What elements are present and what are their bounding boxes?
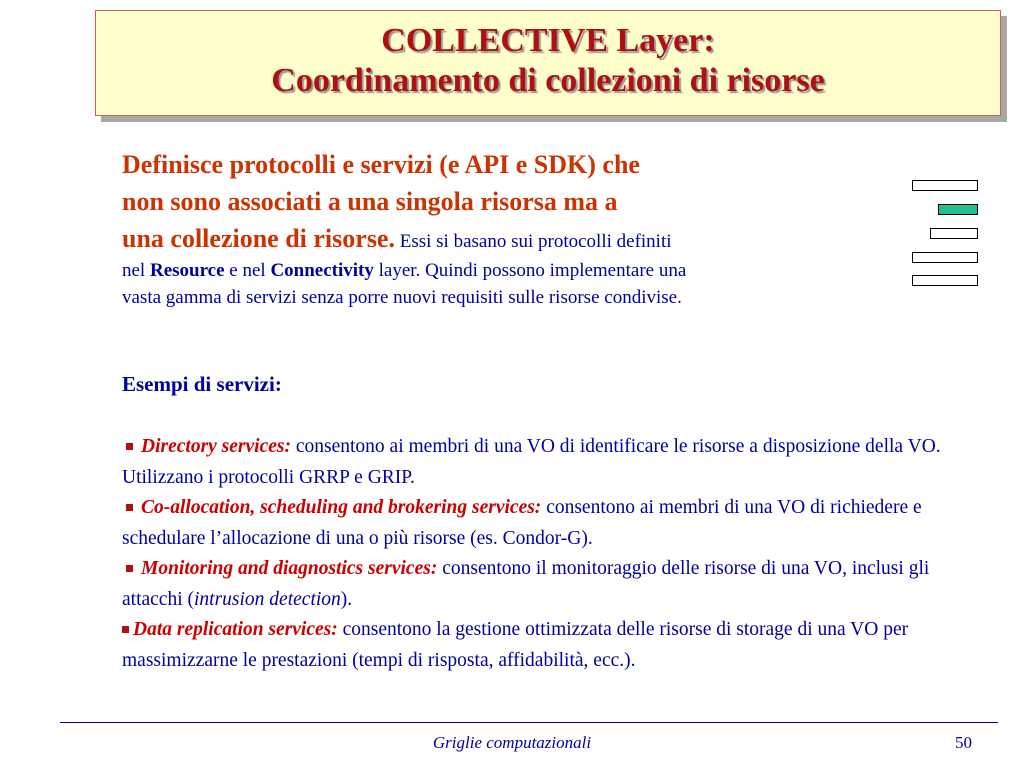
intro-line-4-suffix: layer. Quindi possono implementare una <box>373 260 687 281</box>
example-item <box>122 493 992 554</box>
example-text-end: ). <box>340 588 353 610</box>
bullet-icon <box>126 565 133 572</box>
intro-line-4-prefix: nel <box>122 260 150 281</box>
example-name: Co-allocation, scheduling and brokering services: <box>141 497 542 518</box>
footer-divider <box>60 722 998 723</box>
intro-line-5: vasta gamma di servizi senza porre nuovi requisiti sulle risorse condivise. <box>122 287 682 308</box>
example-name: Data replication services: <box>133 619 338 640</box>
layer-bar-connectivity <box>912 252 978 263</box>
layer-bar-resource <box>930 228 978 239</box>
intro-line-1: Definisce protocolli e servizi (e API e SDK) che <box>122 150 640 179</box>
intro-line-2: non sono associati a una singola risorsa ma a <box>122 187 618 216</box>
intro-paragraph <box>122 146 902 311</box>
bullet-icon <box>122 626 129 633</box>
example-item <box>122 554 992 615</box>
example-item <box>122 615 992 676</box>
intro-line-4-mid: e nel <box>224 260 271 281</box>
layer-bar-collective <box>938 204 978 215</box>
example-text: consentono il monitoraggio delle risorse di una VO, inclusi gli attacchi ( <box>122 558 930 610</box>
bullet-icon <box>126 504 133 511</box>
example-item <box>122 432 992 493</box>
layer-bar-fabric <box>912 275 978 286</box>
example-text: consentono ai membri di una VO di richiedere e schedulare l’allocazione di una o più risorse (es. Condor-G). <box>122 497 922 549</box>
bullet-icon <box>126 443 133 450</box>
intro-line-4 <box>122 257 902 284</box>
intro-line-3-small: Essi si basano sui protocolli definiti <box>394 231 672 252</box>
page-number: 50 <box>955 733 972 752</box>
resource-term: Resource <box>149 260 225 281</box>
intro-line-3-big: una collezione di risorse. <box>122 224 395 253</box>
layer-bar-application <box>912 180 978 191</box>
example-name: Monitoring and diagnostics services: <box>141 558 438 579</box>
examples-list <box>122 432 992 676</box>
intro-line-3 <box>122 220 902 257</box>
title-line-2: Coordinamento di collezioni di risorse <box>271 62 825 99</box>
example-text: consentono la gestione ottimizzata delle risorse di storage di una VO per massimizzarne le prestazioni (tempi di risposta, affidabilità, ecc.). <box>122 619 909 671</box>
example-italic: intrusion detection <box>194 588 341 610</box>
connectivity-term: Connectivity <box>270 260 374 281</box>
example-text: consentono ai membri di una VO di identificare le risorse a disposizione della VO. Utilizzano i protocolli GRRP e GRIP. <box>122 436 941 488</box>
title-box <box>95 10 1001 116</box>
footer-title: Griglie computazionali <box>432 733 592 752</box>
examples-heading: Esempi di servizi: <box>122 372 282 396</box>
example-name: Directory services: <box>141 436 291 457</box>
title-line-1: COLLECTIVE Layer: <box>381 22 715 59</box>
layer-stack-diagram <box>912 180 978 290</box>
